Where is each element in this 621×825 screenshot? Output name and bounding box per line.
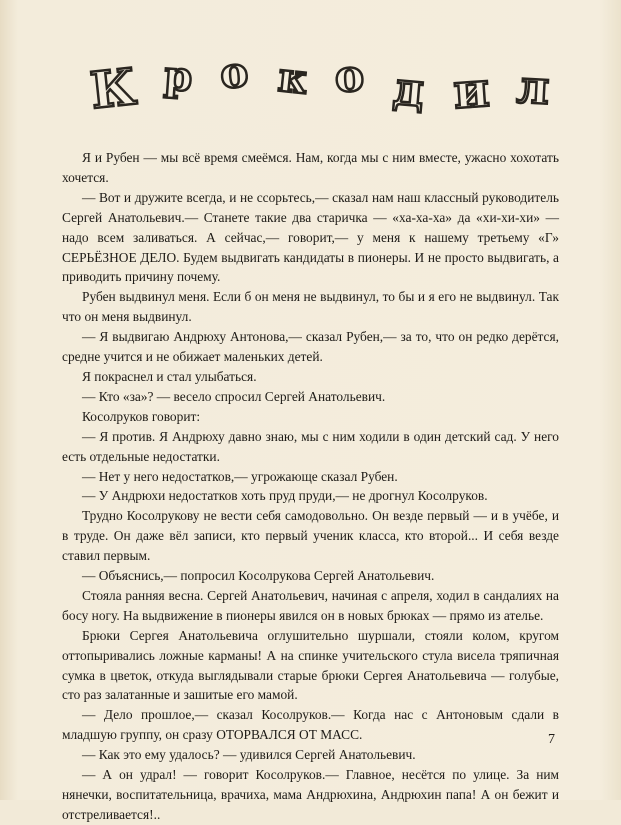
paragraph: — Я против. Я Андрюху давно знаю, мы с ним ходили в один детский сад. У него есть отдельные недостатки. [62,428,559,464]
paragraph: Я покраснел и стал улыбаться. [82,368,257,384]
paragraph: Косолруков говорит: [82,408,201,424]
paragraph: — У Андрюхи недостатков хоть пруд пруди,— не дрогнул Косолруков. [82,488,488,504]
title-letter: р [163,52,195,101]
paragraph: — Объяснись,— попросил Косолрукова Сергей Анатольевич. [82,568,435,584]
paragraph: — А он удрал! — говорит Косолруков.— Главное, несётся по улице. За ним нянечки, воспитательница, врачиха, мама Андрюхина, Андрюхин папа! А он бежит и отстреливается!.. [62,767,559,822]
title-letter: и [451,61,492,121]
title-letter: к [275,53,310,104]
paragraph: Рубен выдвинул меня. Если б он меня не выдвинул, то бы и я его не выдвинул. Так что он меня выдвинул. [62,289,559,325]
title-letter: К [87,56,140,121]
chapter-title [87,46,552,121]
paragraph: Стояла ранняя весна. Сергей Анатольевич, начиная с апреля, ходил в сандалиях на босу ногу. На выдвижение в пионеры явился он в новых брюках — прямо из ателье. [62,587,559,623]
paragraph: — Я выдвигаю Андрюху Антонова,— сказал Рубен,— за то, что он редко дерётся, средне учится и не обижает маленьких детей. [62,329,559,365]
paragraph: — Как это ему удалось? — удивился Сергей Анатольевич. [82,747,416,763]
paragraph: Я и Рубен — мы всё время смеёмся. Нам, когда мы с ним вместе, ужасно хохотать хочется. [62,150,559,185]
paragraph: — Кто «за»? — весело спросил Сергей Анатольевич. [82,388,386,404]
paragraph: Брюки Сергея Анатольевича оглушительно шуршали, стояли колом, кругом оттопыривались ложные карманы! А на спинке учительского стула висела тряпичная сумка в цветок, откуда выглядывали старые брюки Сергея Анатольевича — голубые, сто раз залатанные и зашитые его мамой. [62,627,559,703]
paragraph: — Дело прошлое,— сказал Косолруков.— Когда нас с Антоновым сдали в младшую группу, он сразу ОТОРВАЛСЯ ОТ МАСС. [62,707,559,743]
paragraph: Трудно Косолрукову не вести себя самодовольно. Он везде первый — и в учёбе, и в труде. Он даже вёл записи, кто первый ученик класса, кто второй... И себя везде ставил первым. [62,508,559,564]
title-letter: д [390,60,427,118]
page-number: 7 [548,732,555,747]
chapter-body [62,148,559,825]
paragraph: — Вот и дружите всегда, и не ссорьтесь,— сказал нам наш классный руководитель Сергей Анатольевич.— Станете такие два старичка — «ха-ха-ха» да «хи-хи-хи» — надо всем заливаться. А сейчас,— говорит,— у меня к нашему третьему «Г» СЕРЬЁЗНОЕ ДЕЛО. Будем выдвигать кандидаты в пионеры. И не просто выдвигать, а приводить причину почему. [62,189,559,285]
title-letter: л [515,59,552,115]
paragraph: — Нет у него недостатков,— угрожающе сказал Рубен. [82,468,398,484]
title-letter: о [333,50,366,103]
title-letter: о [218,46,251,99]
